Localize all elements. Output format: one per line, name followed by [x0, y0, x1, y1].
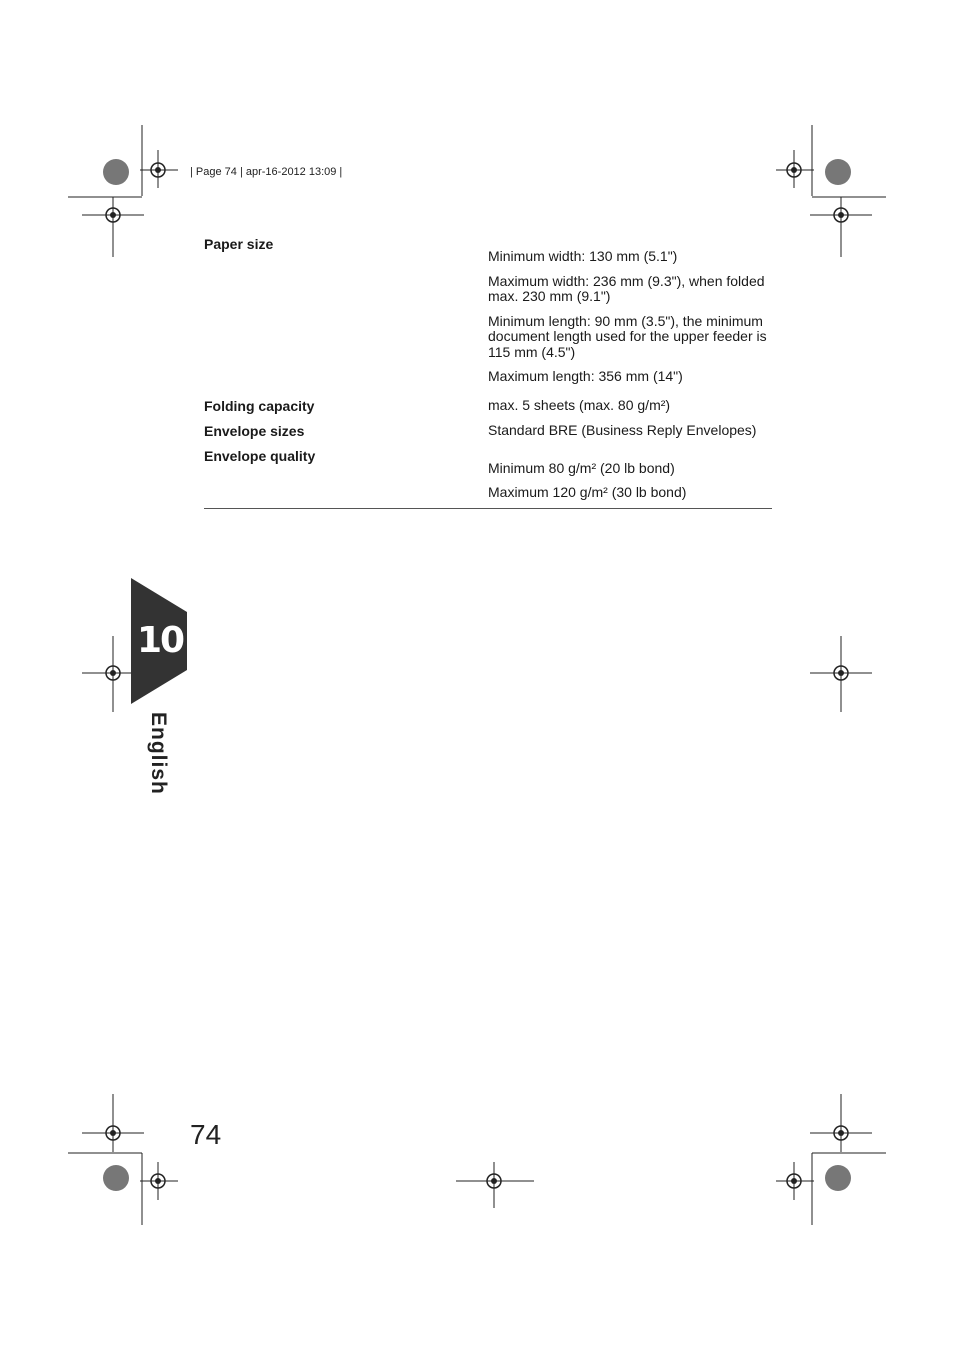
spec-values: [488, 448, 772, 501]
spec-row: [204, 236, 772, 385]
spec-value: Maximum length: 356 mm (14"): [488, 368, 683, 384]
spec-value: Maximum width: 236 mm (9.3"), when folded max. 230 mm (9.1"): [488, 272, 765, 304]
spec-values: [488, 423, 772, 439]
spec-value: Minimum length: 90 mm (3.5"), the minimum document length used for the upper feeder is 115 mm (4.5"): [488, 312, 767, 360]
spec-row: [204, 448, 772, 501]
page-number: 74: [190, 1119, 222, 1150]
spec-label: Folding capacity: [204, 397, 315, 414]
spec-values: [488, 398, 772, 414]
print-header: | Page 74 | apr-16-2012 13:09 |: [190, 166, 343, 178]
spec-value: Minimum width: 130 mm (5.1"): [488, 248, 678, 264]
spec-value: Maximum 120 g/m² (30 lb bond): [488, 484, 687, 500]
spec-row: [204, 398, 772, 414]
spec-label: Envelope sizes: [204, 422, 305, 439]
spec-values: [488, 236, 772, 385]
chapter-language-label: English: [147, 712, 170, 795]
spec-value: Standard BRE (Business Reply Envelopes): [488, 421, 757, 438]
spec-value: Minimum 80 g/m² (20 lb bond): [488, 459, 675, 476]
chapter-number: 10: [136, 620, 184, 661]
specifications-table: [204, 236, 772, 509]
spec-label: Paper size: [204, 236, 274, 252]
spec-value: max. 5 sheets (max. 80 g/m²): [488, 396, 671, 413]
spec-row: [204, 423, 772, 439]
spec-label: Envelope quality: [204, 447, 316, 464]
